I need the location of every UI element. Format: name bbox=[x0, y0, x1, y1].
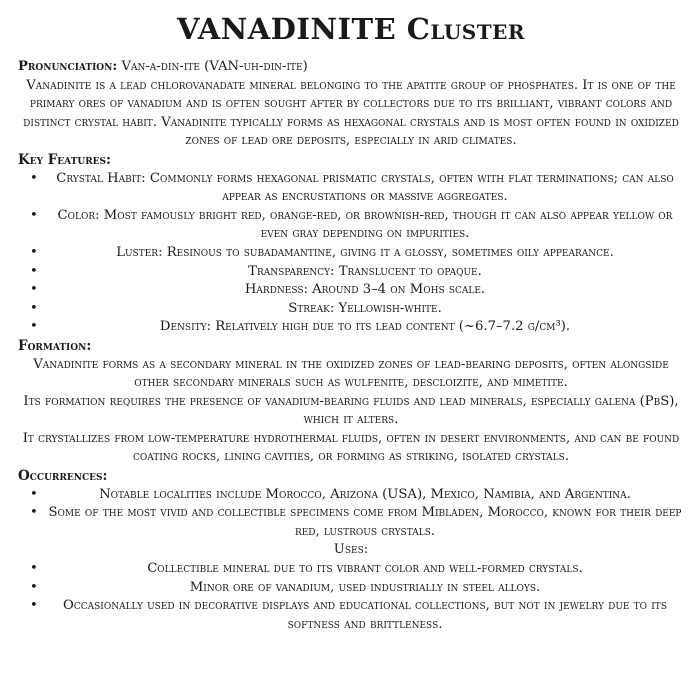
bullet-icon: • bbox=[30, 170, 38, 186]
bullet-icon: • bbox=[30, 579, 38, 595]
formation-paragraph: It crystallizes from low-temperature hydrothermal fluids, often in desert environments, and can be found coating rocks, lining cavities, or forming as striking, isolated crystals. bbox=[22, 430, 680, 465]
bullet-icon: • bbox=[30, 319, 38, 335]
bullet-icon: • bbox=[30, 263, 38, 279]
list-item: • Transparency: Translucent to opaque. bbox=[18, 263, 684, 282]
bullet-icon: • bbox=[30, 207, 38, 223]
occurrences-list bbox=[18, 486, 684, 542]
list-item: • Occasionally used in decorative displays and educational collections, but not in jewelry due to its softness and brittleness. bbox=[30, 598, 667, 632]
list-item: • Streak: Yellowish-white. bbox=[18, 300, 684, 319]
bullet-icon: • bbox=[30, 505, 38, 521]
pronunciation-value: Van-a-din-ite (VAN-uh-din-ite) bbox=[121, 59, 308, 74]
list-item: • Collectible mineral due to its vibrant color and well-formed crystals. bbox=[18, 560, 684, 579]
bullet-icon: • bbox=[30, 300, 38, 316]
list-item: • Hardness: Around 3–4 on Mohs scale. bbox=[18, 281, 684, 300]
formation-paragraph: Its formation requires the presence of vanadium-bearing fluids and lead minerals, especially galena (PbS), which it alters. bbox=[23, 393, 679, 428]
bullet-icon: • bbox=[30, 282, 38, 298]
key-features-heading: Key Features: bbox=[18, 151, 112, 168]
intro-paragraph: Vanadinite is a lead chlorovanadate mineral belonging to the apatite group of phosphates. It is one of the primary ores of vanadium and is often sought after by collectors due to its brilliant, vibrant colors and distinct crystal habit. Vanadinite typically forms as hexagonal crystals and is most often found in oxidized zones of lead ore deposits, especially in arid climates. bbox=[23, 77, 679, 149]
bullet-icon: • bbox=[30, 561, 38, 577]
list-item: • Color: Most famously bright red, orange-red, or brownish-red, though it can also appear yellow or even gray depending on impurities. bbox=[30, 207, 673, 242]
bullet-icon: • bbox=[30, 244, 38, 260]
list-item: • Density: Relatively high due to its lead content (~6.7–7.2 g/cm³). bbox=[18, 318, 684, 337]
list-item: • Crystal Habit: Commonly forms hexagonal prismatic crystals, often with flat terminations; can also appear as encrustations or massive aggregates. bbox=[30, 170, 674, 205]
list-item: • Some of the most vivid and collectible specimens come from Mibladen, Morocco, known for their deep red, lustrous crystals. bbox=[30, 505, 682, 539]
list-item: • Notable localities include Morocco, Arizona (USA), Mexico, Namibia, and Argentina. bbox=[18, 486, 684, 505]
bullet-icon: • bbox=[30, 486, 38, 502]
uses-heading: Uses: bbox=[333, 542, 369, 558]
pronunciation-label: Pronunciation: bbox=[18, 59, 118, 74]
key-features-list bbox=[18, 170, 684, 337]
list-item: • Luster: Resinous to subadamantine, giving it a glossy, sometimes oily appearance. bbox=[18, 244, 684, 263]
formation-heading: Formation: bbox=[18, 337, 92, 354]
bullet-icon: • bbox=[30, 598, 38, 614]
formation-paragraph: Vanadinite forms as a secondary mineral in the oxidized zones of lead-bearing deposits, often alongside other secondary minerals such as wulfenite, descloizite, and mimetite. bbox=[33, 356, 669, 391]
list-item: • Minor ore of vanadium, used industrially in steel alloys. bbox=[18, 579, 684, 598]
occurrences-heading: Occurrences: bbox=[18, 468, 108, 485]
page-title: VANADINITE Cluster bbox=[176, 12, 525, 46]
uses-list bbox=[18, 560, 684, 634]
pronunciation-line bbox=[18, 58, 684, 77]
